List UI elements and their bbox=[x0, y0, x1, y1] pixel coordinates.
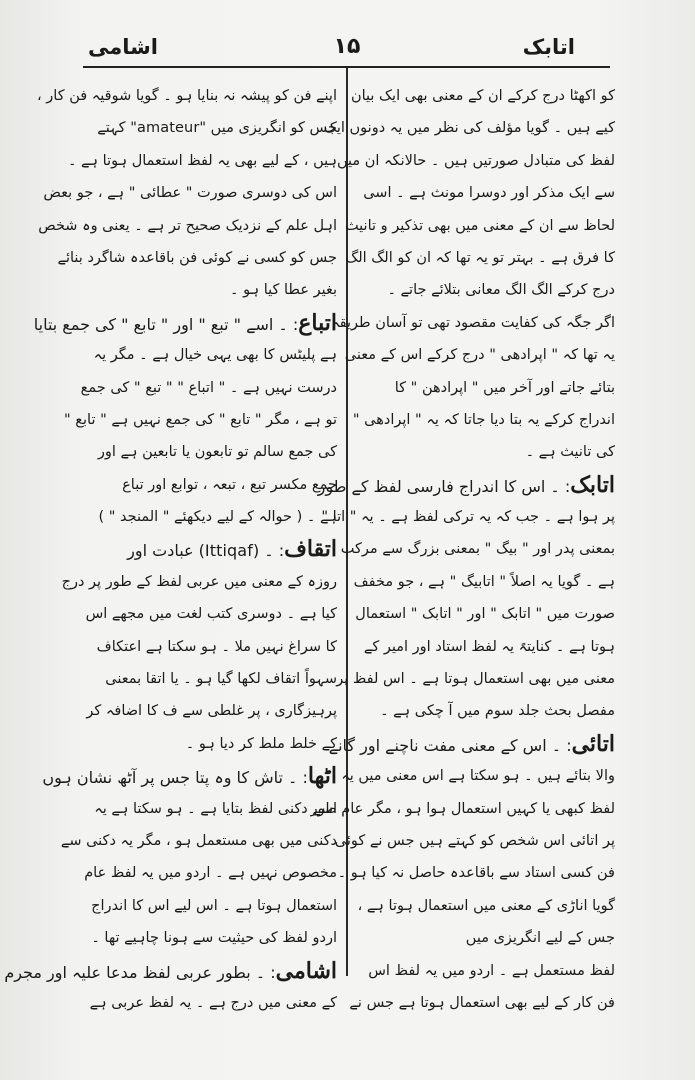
text-line bbox=[83, 793, 337, 825]
line-text: : ۔ تاش کا وہ پتا جس پر آٹھ نشان ہوں bbox=[42, 768, 308, 788]
text-line bbox=[355, 890, 615, 922]
text-line bbox=[83, 728, 337, 760]
line-text: اپنے فن کو پیشہ نہ بنایا ہو ۔ گویا شوقیہ فن کار ، bbox=[36, 88, 337, 104]
entry-headword: اتابک bbox=[570, 471, 615, 498]
line-text: لفظ مستعمل ہے ۔ اردو میں یہ لفظ اس bbox=[368, 962, 615, 979]
line-text: ہے ۔ گویا یہ اصلاً " اتابیگ " ہے ، جو مخفف bbox=[353, 573, 615, 590]
text-line bbox=[355, 566, 615, 598]
line-text: درج کرکے الگ الگ معانی بتلائے جاتے ۔ bbox=[387, 282, 615, 299]
line-text: : ۔ بطور عربی لفظ مدعا علیہ اور مجرم bbox=[4, 962, 276, 982]
text-line bbox=[83, 501, 337, 533]
entry-headword: اٹھا bbox=[307, 763, 337, 790]
text-line bbox=[83, 922, 337, 954]
text-line bbox=[67, 145, 337, 177]
line-text: بمعنی پدر اور " بیگ " بمعنی بزرگ سے مرکب bbox=[340, 541, 615, 558]
line-text: کو اکھٹا درج کرکے ان کے معنی بھی ایک بیان bbox=[350, 88, 615, 104]
line-text: کیا ہے ۔ دوسری کتب لغت میں مجھے اس bbox=[85, 606, 337, 623]
text-line bbox=[355, 631, 615, 663]
text-line bbox=[83, 112, 337, 144]
text-line bbox=[83, 339, 337, 371]
line-text: مفصل بحث جلد سوم میں آ چکی ہے ۔ bbox=[380, 703, 615, 720]
text-line bbox=[349, 987, 615, 1019]
text-line bbox=[323, 112, 615, 144]
line-text: والا بتائے ہیں ۔ ہو سکتا ہے اس معنی میں یہ bbox=[341, 768, 615, 785]
text-line bbox=[57, 242, 337, 274]
line-text: لفظ کی متبادل صورتیں ہیں ۔ حالانکہ ان میں bbox=[336, 152, 615, 169]
line-text: : ۔ اس کے معنی مفت ناچنے اور گانے bbox=[328, 735, 572, 755]
line-text: ہیں ، کے لیے بھی یہ لفظ استعمال ہوتا ہے ۔ bbox=[67, 152, 337, 169]
text-line bbox=[337, 857, 615, 889]
text-line bbox=[355, 922, 615, 954]
line-text: لفظ کبھی یا کہیں استعمال ہوا ہو ، مگر عام طور bbox=[310, 800, 615, 817]
text-line bbox=[317, 469, 615, 501]
line-text: اندراج کرکے یہ بتا دیا جاتا کہ یہ " اپرادھی " bbox=[352, 411, 615, 428]
line-text: اہل علم کے نزدیک صحیح تر ہے ۔ یعنی وہ شخص bbox=[38, 217, 337, 234]
line-text: کیے ہیں ۔ گویا مؤلف کی نظر میں یہ دونوں ایک bbox=[323, 120, 615, 137]
text-line bbox=[83, 274, 337, 306]
line-text: بتائے جاتے اور آخر میں " اپرادھن " کا bbox=[394, 379, 615, 396]
text-line bbox=[60, 825, 337, 857]
text-line bbox=[341, 760, 615, 792]
line-text: اردو لفظ کی حیثیت سے ہونا چاہیے تھا ۔ bbox=[91, 930, 337, 947]
text-line bbox=[43, 177, 337, 209]
text-line bbox=[355, 436, 615, 468]
line-text: بغیر عطا کیا ہو ۔ bbox=[230, 282, 337, 299]
line-text: اس کی دوسری صورت " عطائی " ہے ، جو بعض bbox=[43, 185, 337, 202]
line-text: گویا اناڑی کے معنی میں استعمال ہوتا ہے ، bbox=[357, 897, 615, 914]
line-text: کی تانیث ہے ۔ bbox=[525, 444, 615, 461]
line-text: پرہیزگاری ، پر غلطی سے ف کا اضافہ کر bbox=[86, 703, 337, 720]
line-text: : ۔ اسے " تبع " اور " تابع " کی جمع بتایا bbox=[33, 314, 299, 334]
text-line bbox=[336, 145, 615, 177]
text-line bbox=[83, 890, 337, 922]
text-line bbox=[36, 80, 337, 112]
text-line bbox=[61, 566, 337, 598]
line-text: معنی میں بھی استعمال ہوتا ہے ۔ اس لفظ پر bbox=[336, 671, 615, 688]
text-line bbox=[328, 728, 615, 760]
line-text: صورت میں " اتابک " اور " اتابک " استعمال bbox=[355, 606, 615, 623]
text-line bbox=[344, 210, 615, 242]
line-text: جس کو انگریزی میں "amateur" کہتے bbox=[97, 120, 337, 137]
text-line bbox=[38, 210, 337, 242]
text-line bbox=[83, 469, 337, 501]
text-line bbox=[340, 533, 615, 565]
line-text: : ۔ اس کا اندراج فارسی لفظ کے طور bbox=[317, 476, 571, 496]
page-number: ۱۵ bbox=[333, 34, 361, 59]
text-line bbox=[83, 533, 337, 565]
line-text: مخصوص نہیں ہے ۔ اردو میں یہ لفظ عام bbox=[84, 865, 337, 882]
text-line bbox=[83, 987, 337, 1019]
line-text: کے معنی میں درج ہے ۔ یہ لفظ عربی ہے bbox=[89, 994, 337, 1011]
text-line bbox=[83, 631, 337, 663]
text-line bbox=[83, 695, 337, 727]
text-line bbox=[352, 404, 615, 436]
line-text: لحاظ سے ان کے معنی میں بھی تذکیر و تانیث bbox=[344, 217, 615, 234]
line-text: فن کار کے لیے بھی استعمال ہوتا ہے جس نے bbox=[349, 994, 615, 1011]
line-text: جس کو کسی نے کوئی فن باقاعدہ شاگرد بنائے bbox=[57, 249, 337, 266]
line-text: کا فرق ہے ۔ بہتر تو یہ تھا کہ ان کو الگ الگ bbox=[345, 249, 615, 266]
entry-headword: اتائی bbox=[571, 730, 615, 757]
line-text: فن کسی استاد سے باقاعدہ حاصل نہ کیا ہو ۔ bbox=[337, 865, 615, 882]
text-line bbox=[42, 760, 337, 792]
text-line bbox=[355, 598, 615, 630]
line-text: تو ہے ، مگر " تابع " کی جمع نہیں ہے " تابع " bbox=[64, 411, 337, 428]
line-text: پر ہوا ہے ۔ جب کہ یہ ترکی لفظ ہے ۔ یہ " اتا " bbox=[321, 509, 615, 526]
line-text: کا سراغ نہیں ملا ۔ ہو سکتا ہے اعتکاف bbox=[96, 638, 337, 655]
entry-headword: اشامی bbox=[275, 957, 337, 984]
line-text: استعمال ہوتا ہے ۔ اس لیے اس کا اندراج bbox=[91, 897, 337, 914]
text-line bbox=[83, 857, 337, 889]
text-line bbox=[334, 825, 615, 857]
text-line bbox=[310, 793, 615, 825]
line-text: کے خلط ملط کر دیا ہو ۔ bbox=[185, 735, 337, 752]
text-line bbox=[331, 307, 615, 339]
line-text: سہواً اتقاف لکھا گیا ہو ۔ یا اتقا بمعنی bbox=[105, 671, 337, 688]
text-line bbox=[344, 339, 615, 371]
text-line bbox=[64, 404, 337, 436]
entry-headword: اتباع bbox=[298, 309, 337, 336]
line-text: پر اتائی اس شخص کو کہتے ہیں جس نے کوئی bbox=[334, 832, 615, 849]
entry-headword: اتقاف bbox=[284, 536, 337, 563]
line-text: سے ایک مذکر اور دوسرا مونث ہے ۔ اسی bbox=[363, 185, 615, 202]
text-line bbox=[355, 695, 615, 727]
line-text: دکنی میں بھی مستعمل ہو ، مگر یہ دکنی سے bbox=[60, 832, 337, 849]
text-line bbox=[350, 80, 615, 112]
text-line bbox=[33, 307, 337, 339]
text-line bbox=[83, 598, 337, 630]
text-line bbox=[355, 177, 615, 209]
line-text: جمع مکسر تبع ، تبعہ ، توابع اور تباع bbox=[122, 476, 337, 493]
text-line bbox=[4, 955, 337, 987]
line-text: اسے دکنی لفظ بتایا ہے ۔ ہو سکتا ہے یہ bbox=[94, 800, 337, 817]
line-text: ہوتا ہے ۔ کنایتہً یہ لفظ استاد اور امیر کے bbox=[363, 638, 615, 655]
text-line bbox=[355, 372, 615, 404]
line-text: ہے پلیٹس کا بھی یہی خیال ہے ۔ مگر یہ bbox=[93, 347, 337, 364]
text-line bbox=[345, 242, 615, 274]
text-line bbox=[355, 955, 615, 987]
line-text: اگر جگہ کی کفایت مقصود تھی تو آسان طریقہ bbox=[331, 314, 615, 331]
line-text: ہے ۔ ( حوالہ کے لیے دیکھئے " المنجد " ) bbox=[98, 509, 337, 526]
text-line bbox=[355, 274, 615, 306]
text-line bbox=[321, 501, 615, 533]
running-head-right: اتابک bbox=[522, 35, 575, 59]
line-text: کی جمع سالم تو تابعون یا تابعین ہے اور bbox=[97, 444, 337, 461]
left-column bbox=[4, 80, 337, 1011]
text-line bbox=[83, 663, 337, 695]
text-line bbox=[83, 436, 337, 468]
running-head-left: اشامی bbox=[88, 35, 158, 59]
line-text: جس کے لیے انگریزی میں bbox=[465, 930, 615, 947]
line-text: : ۔ (Ittiqaf) عبادت اور bbox=[127, 541, 285, 561]
line-text: درست نہیں ہے ۔ " اتباع " " تبع " کی جمع bbox=[80, 379, 337, 396]
text-line bbox=[336, 663, 615, 695]
line-text: روزہ کے معنی میں عربی لفظ کے طور پر درج bbox=[61, 573, 337, 590]
line-text: یہ تھا کہ " اپرادھی " درج کرکے اس کے معنی bbox=[344, 347, 615, 364]
text-line bbox=[80, 372, 337, 404]
